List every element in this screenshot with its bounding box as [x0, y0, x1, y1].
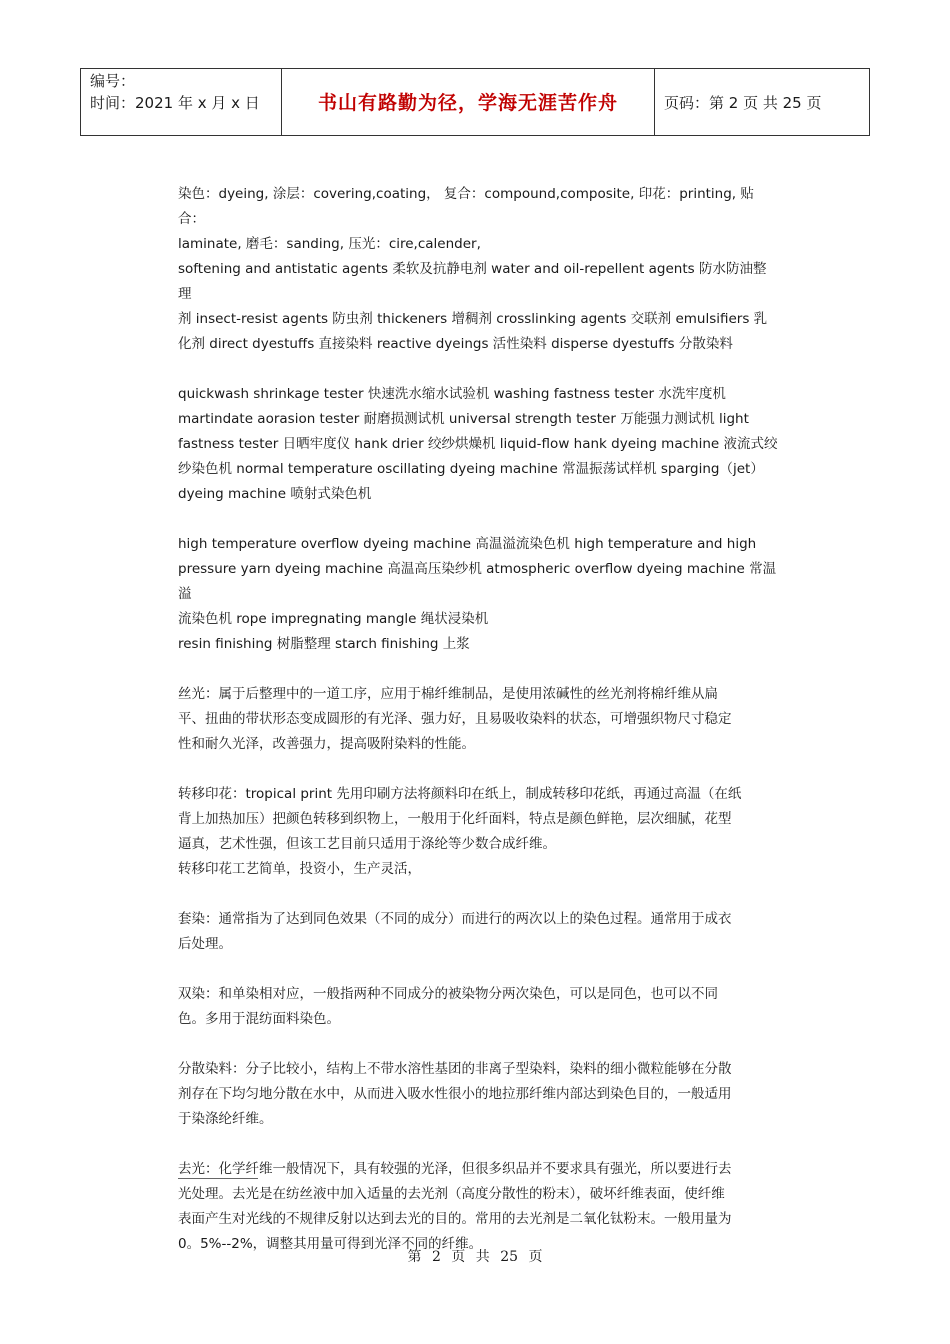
paragraph [178, 782, 778, 882]
text-line: 表面产生对光线的不规律反射以达到去光的目的。常用的去光剂是二氧化钛粉末。一般用量为 [178, 1211, 732, 1227]
text-line: 化剂 direct dyestuffs 直接染料 reactive dyeings 活性染料 disperse dyestuffs 分散染料 [178, 336, 733, 352]
text-line: 套染：通常指为了达到同色效果（不同的成分）而进行的两次以上的染色过程。通常用于成衣 [178, 911, 732, 927]
text-line: 平、扭曲的带状形态变成圆形的有光泽、强力好，且易吸收染料的状态，可增强织物尺寸稳定 [178, 711, 732, 727]
text-line: 双染：和单染相对应，一般指两种不同成分的被染物分两次染色，可以是同色，也可以不同 [178, 986, 718, 1002]
paragraph [178, 1157, 778, 1257]
header-divider [654, 68, 655, 136]
text-line: high temperature overflow dyeing machine 高温溢流染色机 high temperature and high [178, 536, 757, 552]
text-line: 后处理。 [178, 936, 232, 952]
header-meta [90, 70, 260, 114]
text-line: 性和耐久光泽，改善强力，提高吸附染料的性能。 [178, 736, 475, 752]
text-line: fastness tester 日晒牢度仪 hank drier 绞纱烘燥机 liquid-flow hank dyeing machine 液流式绞 [178, 436, 778, 452]
text-line: 逼真，艺术性强，但该工艺目前只适用于涤纶等少数合成纤维。 [178, 836, 556, 852]
text-line: 0。5%--2%，调整其用量可得到光泽不同的纤维。 [178, 1236, 483, 1252]
text-line: dyeing machine 喷射式染色机 [178, 486, 372, 502]
text-line: 色。多用于混纺面料染色。 [178, 1011, 340, 1027]
paragraph [178, 1057, 778, 1132]
text-line: 分散染料：分子比较小，结构上不带水溶性基团的非离子型染料，染料的细小微粒能够在分散 [178, 1061, 732, 1077]
paragraph [178, 182, 778, 357]
text-line: 去光：化学纤维一般情况下，具有较强的光泽，但很多织品并不要求具有强光，所以要进行去 [178, 1161, 732, 1177]
text-line: resin finishing 树脂整理 starch finishing 上浆 [178, 636, 470, 652]
text-line: pressure yarn dyeing machine 高温高压染纱机 atmospheric overflow dyeing machine 常温溢 [178, 561, 777, 602]
header-divider [869, 68, 870, 136]
document-body [178, 182, 778, 1282]
text-line: 纱染色机 normal temperature oscillating dyeing machine 常温振荡试样机 sparging（jet） [178, 461, 764, 477]
paragraph [178, 382, 778, 507]
text-line: 转移印花工艺简单，投资小，生产灵活， [178, 861, 421, 877]
text-line: 染色：dyeing, 涂层：covering,coating， 复合：compound,composite, 印花：printing, 贴合： [178, 186, 754, 227]
page-footer: 第 2 页 共 25 页 [407, 1249, 543, 1265]
header-divider [80, 68, 81, 136]
header-bottom-rule [80, 135, 870, 136]
text-line: 剂 insect-resist agents 防虫剂 thickeners 增稠剂 crosslinking agents 交联剂 emulsifiers 乳 [178, 311, 768, 327]
text-line: martindate aorasion tester 耐磨损测试机 universal strength tester 万能强力测试机 light [178, 411, 749, 427]
header-top-rule [80, 68, 870, 69]
text-line: 光处理。去光是在纺丝液中加入适量的去光剂（高度分散性的粉末），破坏纤维表面，使纤维 [178, 1186, 725, 1202]
paragraph [178, 982, 778, 1032]
footnote-rule [178, 1178, 258, 1179]
text-line: quickwash shrinkage tester 快速洗水缩水试验机 washing fastness tester 水洗牢度机 [178, 386, 726, 402]
text-line: laminate, 磨毛：sanding, 压光：cire,calender, [178, 236, 481, 252]
text-line: 流染色机 rope impregnating mangle 绳状浸染机 [178, 611, 489, 627]
header-page-number: 页码：第 2 页 共 25 页 [664, 94, 822, 112]
text-line: 丝光：属于后整理中的一道工序，应用于棉纤维制品，是使用浓碱性的丝光剂将棉纤维从扁 [178, 686, 718, 702]
text-line: 剂存在下均匀地分散在水中，从而进入吸水性很小的地拉那纤维内部达到染色目的，一般适用 [178, 1086, 732, 1102]
document-date: 时间：2021 年 x 月 x 日 [90, 94, 260, 112]
text-line: softening and antistatic agents 柔软及抗静电剂 water and oil-repellent agents 防水防油整理 [178, 261, 767, 302]
text-line: 背上加热加压）把颜色转移到织物上，一般用于化纤面料，特点是颜色鲜艳，层次细腻，花型 [178, 811, 732, 827]
text-line: 转移印花：tropical print 先用印刷方法将颜料印在纸上，制成转移印花纸，再通过高温（在纸 [178, 786, 742, 802]
paragraph [178, 907, 778, 957]
text-line: 于染涤纶纤维。 [178, 1111, 273, 1127]
paragraph [178, 532, 778, 657]
document-number: 编号： [90, 72, 136, 90]
header-motto: 书山有路勤为径，学海无涯苦作舟 [317, 92, 618, 114]
paragraph [178, 682, 778, 757]
